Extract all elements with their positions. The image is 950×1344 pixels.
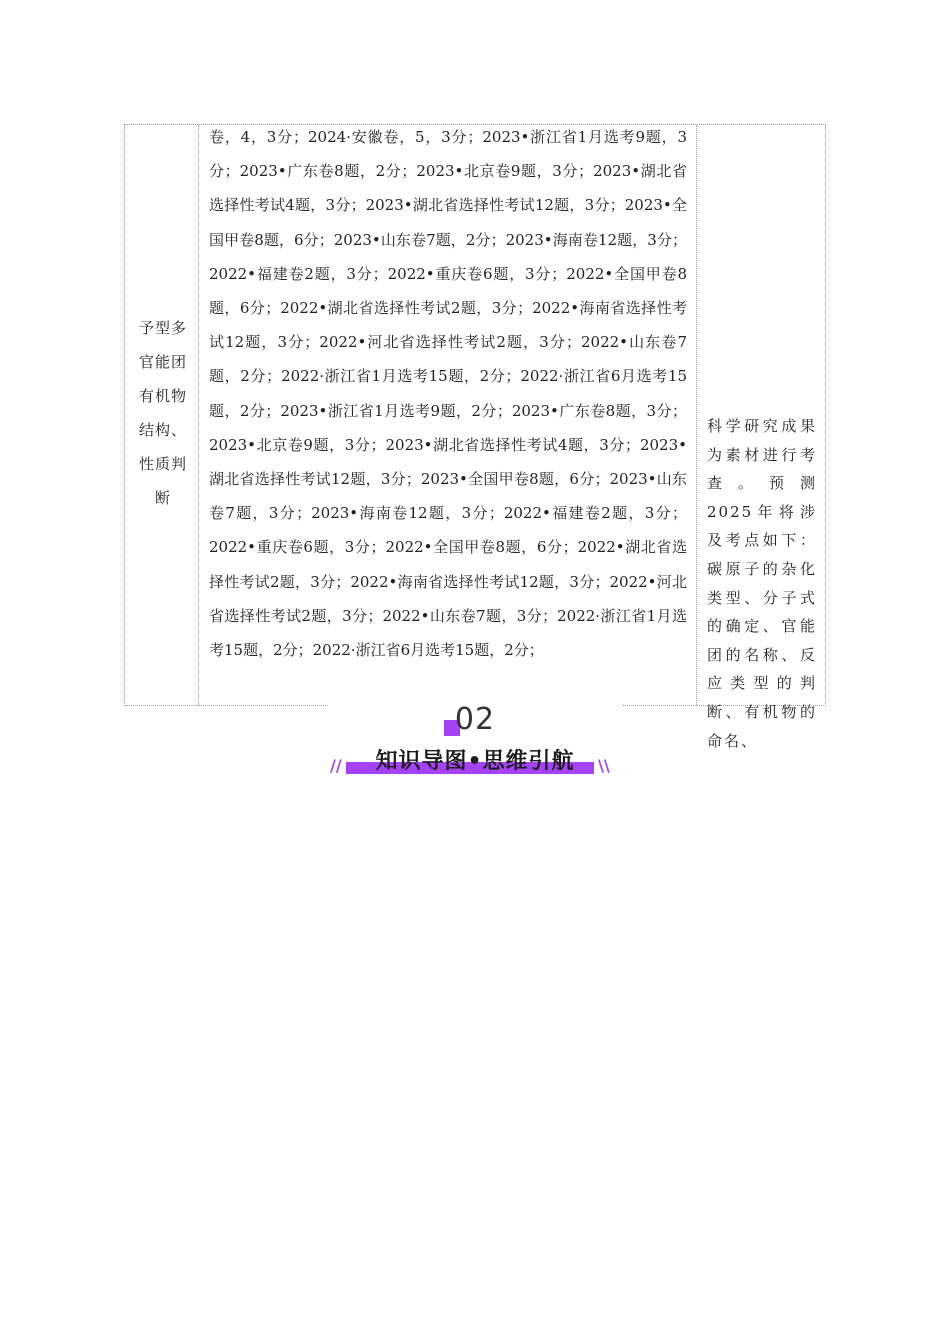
category-text: 予型多官能团有机物结构、性质判断 bbox=[138, 319, 187, 507]
slash-left-icon: // bbox=[330, 756, 342, 775]
section-header bbox=[328, 700, 622, 782]
prediction-cell bbox=[697, 125, 825, 750]
section-title: 知识导图•思维引航 bbox=[375, 749, 575, 774]
exam-list-cell bbox=[199, 125, 697, 705]
slash-right-icon: \\ bbox=[598, 756, 610, 775]
exam-list-text: 卷，4，3分；2024·安徽卷，5，3分；2023•浙江省1月选考9题，3分；2023•广东卷8题，2分；2023•北京卷9题，3分；2023•湖北省选择性考试4题，3分；2023•湖北省选择性考试12题，3分；2023•全国甲卷8题，6分；2023•山东卷7题，2分；2023•海南卷12题，3分；2022•福建卷2题，3分；2022•重庆卷6题，3分；2022•全国甲卷8题，6分；2022•湖北省选择性考试2题，3分；2022•海南省选择性考试12题，3分；2022•河北省选择性考试2题，3分；2022•山东卷7题，2分；2022·浙江省1月选考15题，2分；2022·浙江省6月选考15题，2分；2023•浙江省1月选考9题，2分；2023•广东卷8题，3分；2023•北京卷9题，3分；2023•湖北省选择性考试4题，3分；2023•湖北省选择性考试12题，3分；2023•全国甲卷8题，6分；2023•山东卷7题，3分；2023•海南卷12题，3分；2022•福建卷2题，3分；2022•重庆卷6题，3分；2022•全国甲卷8题，6分；2022•湖北省选择性考试2题，3分；2022•海南省选择性考试12题，3分；2022•河北省选择性考试2题，3分；2022•山东卷7题，3分；2022·浙江省1月选考15题，2分；2022·浙江省6月选考15题，2分； bbox=[209, 128, 687, 660]
section-number: 02 bbox=[454, 702, 496, 737]
category-cell bbox=[125, 125, 199, 705]
exam-analysis-table bbox=[124, 124, 826, 750]
prediction-text: 科学研究成果为素材进行考查。预测2025年将涉及考点如下：碳原子的杂化类型、分子式的确定、官能团的名称、反应类型的判断、有机物的命名、 bbox=[707, 417, 817, 750]
